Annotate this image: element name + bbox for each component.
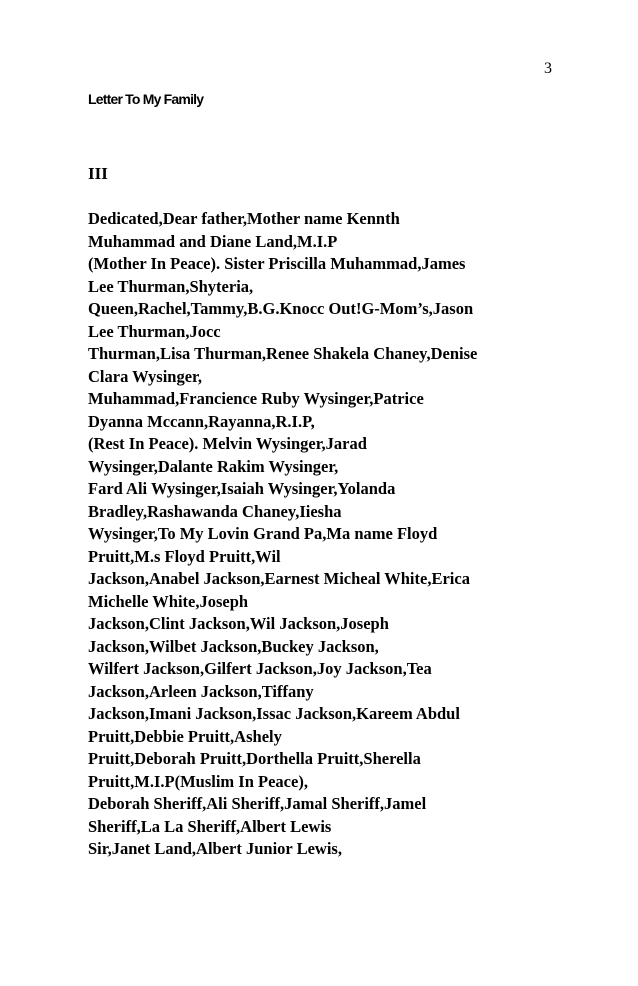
text-line: Fard Ali Wysinger,Isaiah Wysinger,Yolanda: [88, 479, 396, 498]
section-heading: III: [88, 164, 108, 183]
text-line: Wilfert Jackson,Gilfert Jackson,Joy Jackson,Tea: [88, 659, 432, 678]
text-line: Wysinger,To My Lovin Grand Pa,Ma name Floyd: [88, 524, 438, 543]
text-line: Dyanna Mccann,Rayanna,R.I.P,: [88, 411, 315, 431]
text-line: Pruitt,Deborah Pruitt,Dorthella Pruitt,Sherella: [88, 749, 421, 768]
text-line: Jackson,Imani Jackson,Issac Jackson,Kareem Abdul: [88, 704, 460, 723]
text-line: Deborah Sheriff,Ali Sheriff,Jamal Sheriff,Jamel: [88, 794, 427, 813]
text-line: Jackson,Wilbet Jackson,Buckey Jackson,: [88, 636, 379, 656]
text-line: Muhammad,Francience Ruby Wysinger,Patrice: [88, 389, 424, 408]
text-line: Pruitt,M.I.P(Muslim In Peace),: [88, 771, 308, 791]
dedication-text: [88, 208, 568, 861]
page-number: 3: [544, 60, 552, 77]
text-line: Jackson,Clint Jackson,Wil Jackson,Joseph: [88, 614, 389, 633]
text-line: (Mother In Peace). Sister Priscilla Muhammad,James: [88, 254, 466, 273]
running-header: Letter To My Family: [88, 91, 204, 107]
text-line: Thurman,Lisa Thurman,Renee Shakela Chaney,Denise: [88, 344, 478, 363]
text-line: Michelle White,Joseph: [88, 591, 249, 611]
text-line: Lee Thurman,Shyteria,: [88, 276, 254, 296]
text-line: Wysinger,Dalante Rakim Wysinger,: [88, 456, 339, 476]
text-line: Muhammad and Diane Land,M.I.P: [88, 231, 338, 251]
text-line: Jackson,Anabel Jackson,Earnest Micheal White,Erica: [88, 569, 470, 588]
text-line: Bradley,Rashawanda Chaney,Iiesha: [88, 501, 342, 521]
text-line: Lee Thurman,Jocc: [88, 321, 221, 341]
text-line: Pruitt,M.s Floyd Pruitt,Wil: [88, 546, 281, 566]
text-line: Jackson,Arleen Jackson,Tiffany: [88, 681, 314, 701]
text-line: (Rest In Peace). Melvin Wysinger,Jarad: [88, 434, 367, 453]
text-line: Sheriff,La La Sheriff,Albert Lewis: [88, 816, 332, 836]
text-line: Queen,Rachel,Tammy,B.G.Knocc Out!G-Mom’s,Jason: [88, 299, 474, 318]
text-line: Clara Wysinger,: [88, 366, 202, 386]
text-line: Pruitt,Debbie Pruitt,Ashely: [88, 726, 282, 746]
text-line: Sir,Janet Land,Albert Junior Lewis,: [88, 839, 342, 858]
text-line: Dedicated,Dear father,Mother name Kennth: [88, 209, 400, 228]
